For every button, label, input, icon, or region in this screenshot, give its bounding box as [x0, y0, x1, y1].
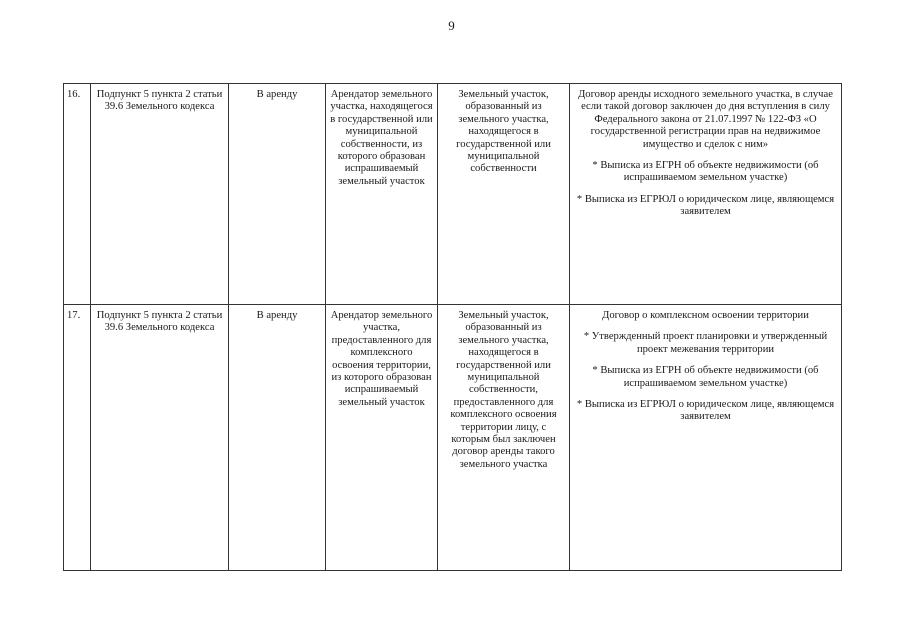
- legal-basis-cell: [91, 305, 229, 571]
- document-item: * Выписка из ЕГРН об объекте недвижимости (об испрашиваемом земельном участке): [592, 160, 819, 184]
- document-item: Договор о комплексном освоении территории: [602, 310, 809, 321]
- applicant-text: Арендатор земельного участка, находящегося в государственной или муниципальной собственности, из которого образован испрашиваемый земельный участок: [330, 89, 433, 187]
- provision-type-text: В аренду: [256, 89, 298, 100]
- land-plot-text: Земельный участок, образованный из земельного участка, находящегося в государственной или муниципальной собственности, предоставленного для комплексного освоения территории лицу, с которым был заключен договор аренды такого земельного участка: [450, 310, 557, 470]
- provision-type-cell: [229, 84, 326, 305]
- legal-basis-text: Подпункт 5 пункта 2 статьи 39.6 Земельного кодекса: [96, 89, 223, 113]
- document-item: Договор аренды исходного земельного участка, в случае если такой договор заключен до дня вступления в силу Федерального закона от 21.07.1997 № 122-ФЗ «О государственной регистрации прав на недвижимое имущество и сделок с ним»: [578, 89, 833, 150]
- services-table: [63, 83, 842, 571]
- table-row: [64, 84, 842, 305]
- row-number-cell: [64, 305, 91, 571]
- land-plot-text: Земельный участок, образованный из земельного участка, находящегося в государственной или муниципальной собственности: [456, 89, 551, 175]
- legal-basis-cell: [91, 84, 229, 305]
- provision-type-cell: [229, 305, 326, 571]
- row-number: 16.: [67, 89, 81, 100]
- land-plot-cell: [438, 305, 570, 571]
- applicant-text: Арендатор земельного участка, предоставленного для комплексного освоения территории, из которого образован испрашиваемый земельный участок: [330, 310, 433, 408]
- document-item: * Выписка из ЕГРЮЛ о юридическом лице, являющемся заявителем: [576, 399, 835, 423]
- legal-basis-text: Подпункт 5 пункта 2 статьи 39.6 Земельного кодекса: [96, 310, 223, 334]
- documents-cell: [570, 84, 842, 305]
- document-item: * Выписка из ЕГРЮЛ о юридическом лице, являющемся заявителем: [576, 193, 835, 218]
- page-number: 9: [448, 18, 455, 33]
- applicant-cell: [326, 84, 438, 305]
- row-number: 17.: [67, 310, 81, 321]
- applicant-cell: [326, 305, 438, 571]
- row-number-cell: [64, 84, 91, 305]
- table-row: [64, 305, 842, 571]
- document-item: * Выписка из ЕГРН об объекте недвижимости (об испрашиваемом земельном участке): [592, 365, 819, 389]
- documents-cell: [570, 305, 842, 571]
- document-item: * Утвержденный проект планировки и утвержденный проект межевания территории: [583, 331, 828, 355]
- land-plot-cell: [438, 84, 570, 305]
- provision-type-text: В аренду: [256, 310, 298, 321]
